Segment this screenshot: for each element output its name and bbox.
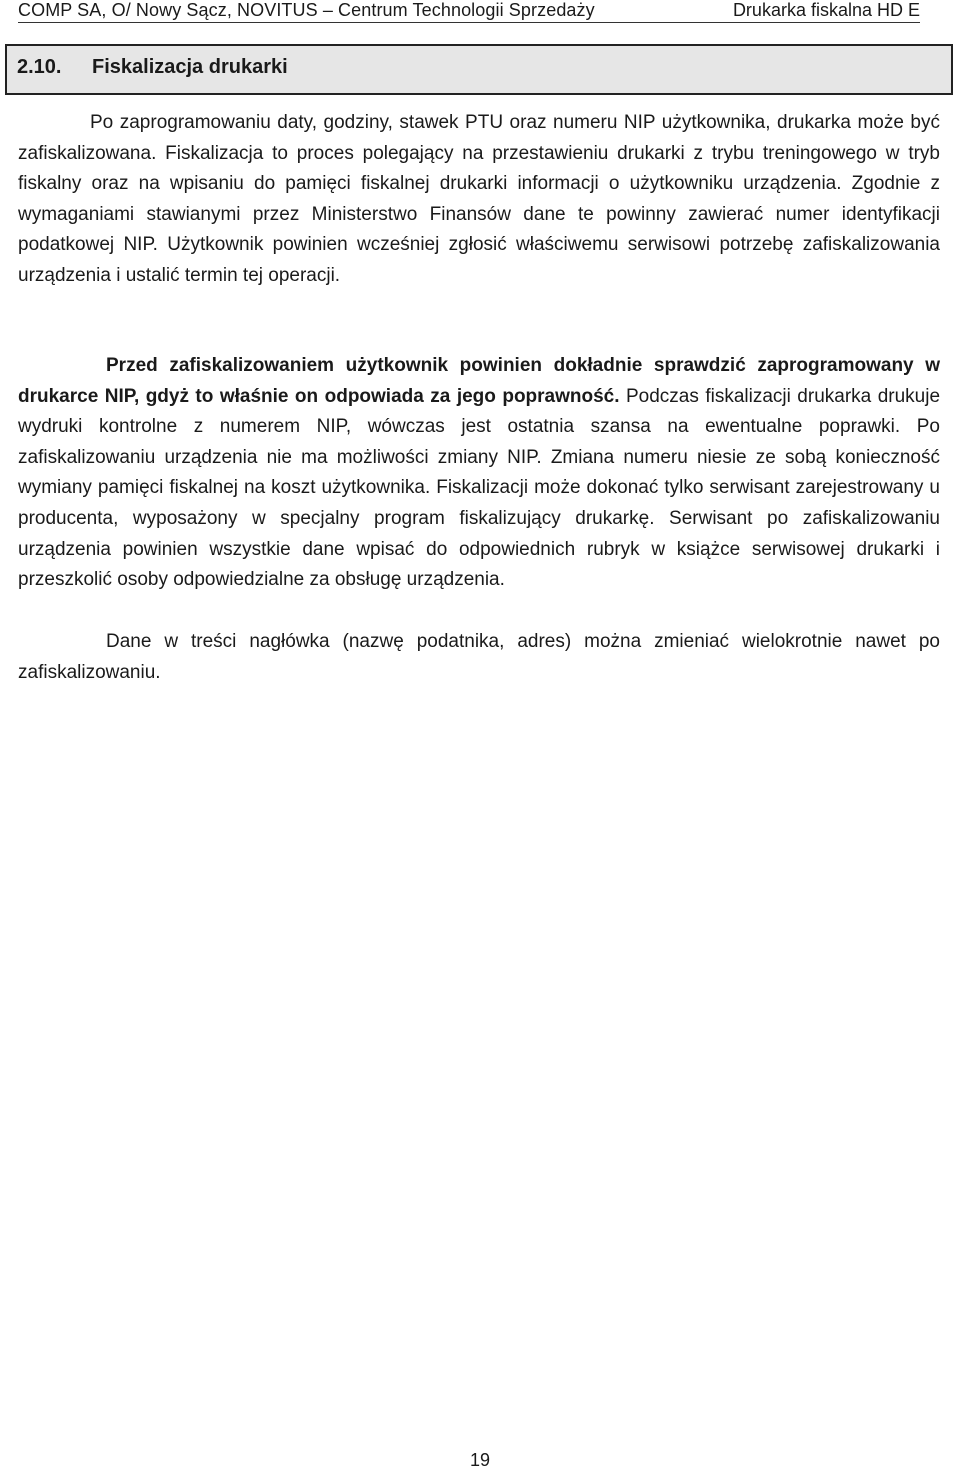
paragraph-3-text: Dane w treści nagłówka (nazwę podatnika, adres) można zmieniać wielokrotnie nawet po zafiskalizowaniu. [18,631,940,683]
page-number: 19 [469,1450,491,1470]
header-right-text: Drukarka fiskalna HD E [732,0,920,20]
header-left-text: COMP SA, O/ Nowy Sącz, NOVITUS – Centrum Technologii Sprzedaży [18,0,595,20]
paragraph-2 [18,351,940,596]
paragraph-3 [18,627,940,688]
paragraph-1 [18,108,940,292]
section-title: Fiskalizacja drukarki [92,56,288,78]
paragraph-1-text: Po zaprogramowaniu daty, godziny, stawek PTU oraz numeru NIP użytkownika, drukarka może być zafiskalizowana. Fiskalizacja to proces polegający na przestawieniu drukarki z trybu treningowego w tryb fiskalny oraz na wpisaniu do pamięci fiskalnej drukarki informacji o użytkowniku urządzenia. Zgodnie z wymaganiami stawianymi przez Ministerstwo Finansów dane te powinny zawierać numer identyfikacji podatkowej NIP. Użytkownik powinien wcześniej zgłosić właściwemu serwisowi potrzebę zafiskalizowania urządzenia i ustalić termin tej operacji. [18,112,940,286]
section-number: 2.10. [17,56,62,78]
paragraph-2-text: Podczas fiskalizacji drukarka drukuje wydruki kontrolne z numerem NIP, wówczas jest ostatnia szansa na ewentualne poprawki. Po zafiskalizowaniu urządzenia nie ma możliwości zmiany NIP. Zmiana numeru niesie ze sobą konieczność wymiany pamięci fiskalnej na koszt użytkownika. Fiskalizacji może dokonać tylko serwisant zarejestrowany u producenta, wyposażony w specjalny program fiskalizujący drukarkę. Serwisant po zafiskalizowaniu urządzenia powinien wszystkie dane wpisać do odpowiednich rubryk w książce serwisowej drukarki i przeszkolić osoby odpowiedzialne za obsługę urządzenia. [18,385,941,591]
running-header [18,0,920,23]
paragraph-2-bold-text: Przed zafiskalizowaniem użytkownik powinien dokładnie sprawdzić zaprogramowany w drukarce NIP, gdyż to właśnie on odpowiada za jego poprawność. [18,355,940,407]
section-heading [5,44,953,95]
